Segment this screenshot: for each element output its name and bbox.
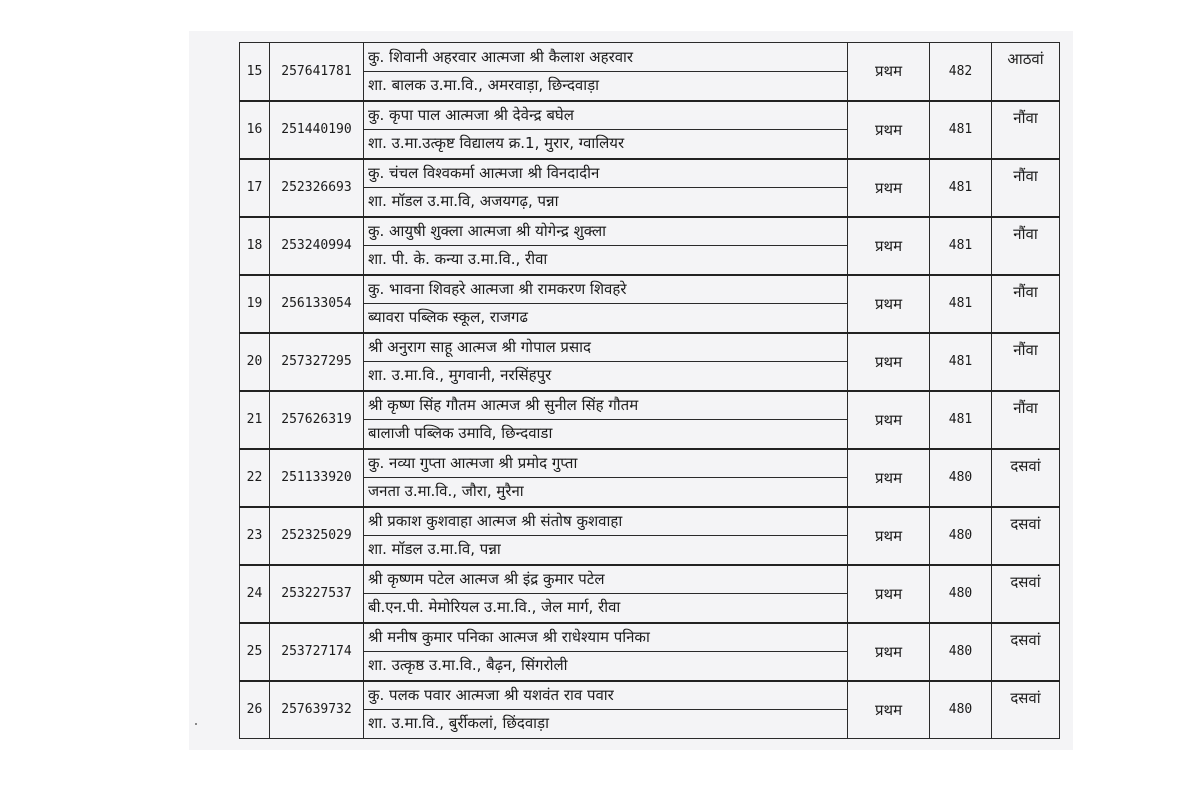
division-cell: प्रथम: [848, 565, 930, 623]
division-cell: प्रथम: [848, 507, 930, 565]
student-info-cell: [364, 43, 848, 101]
rank-cell: नौंवा: [992, 159, 1060, 217]
serial-number-cell: 23: [240, 507, 270, 565]
school-name: शा. उ.मा.उत्कृष्ट विद्यालय क्र.1, मुरार, ग्वालियर: [364, 129, 847, 157]
student-info-cell: [364, 565, 848, 623]
rank-cell: नौंवा: [992, 391, 1060, 449]
serial-number-cell: 22: [240, 449, 270, 507]
rank-cell: दसवां: [992, 623, 1060, 681]
table-row: [240, 507, 1060, 565]
division-cell: प्रथम: [848, 159, 930, 217]
student-name: श्री अनुराग साहू आत्मज श्री गोपाल प्रसाद: [368, 338, 591, 356]
school-name: बालाजी पब्लिक उमावि, छिन्दवाडा: [364, 419, 847, 447]
marks-cell: 480: [930, 449, 992, 507]
table-row: [240, 217, 1060, 275]
school-name: ब्यावरा पब्लिक स्कूल, राजगढ: [364, 303, 847, 331]
division-cell: प्रथम: [848, 449, 930, 507]
roll-number-cell: 253227537: [270, 565, 364, 623]
roll-number-cell: 253727174: [270, 623, 364, 681]
rank-cell: नौंवा: [992, 101, 1060, 159]
roll-number-cell: 252325029: [270, 507, 364, 565]
student-name: कु. आयुषी शुक्ला आत्मजा श्री योगेन्द्र शुक्ला: [368, 222, 607, 240]
student-name: श्री कृष्ण सिंह गौतम आत्मज श्री सुनील सिंह गौतम: [368, 396, 639, 414]
student-name: श्री कृष्णम पटेल आत्मज श्री इंद्र कुमार पटेल: [368, 570, 605, 588]
roll-number-cell: 257626319: [270, 391, 364, 449]
roll-number-cell: 256133054: [270, 275, 364, 333]
serial-number-cell: 26: [240, 681, 270, 739]
table-row: [240, 449, 1060, 507]
school-name: शा. बालक उ.मा.वि., अमरवाड़ा, छिन्दवाड़ा: [364, 71, 847, 99]
student-name: कु. नव्या गुप्ता आत्मजा श्री प्रमोद गुप्ता: [368, 454, 578, 472]
table-row: [240, 43, 1060, 101]
roll-number-cell: 257641781: [270, 43, 364, 101]
student-info-cell: [364, 333, 848, 391]
rank-cell: नौंवा: [992, 217, 1060, 275]
roll-number-cell: 257327295: [270, 333, 364, 391]
school-name: शा. उत्कृष्ठ उ.मा.वि., बैढ़न, सिंगरोली: [364, 651, 847, 679]
serial-number-cell: 20: [240, 333, 270, 391]
student-info-cell: [364, 159, 848, 217]
school-name: शा. पी. के. कन्या उ.मा.वि., रीवा: [364, 245, 847, 273]
serial-number-cell: 17: [240, 159, 270, 217]
division-cell: प्रथम: [848, 275, 930, 333]
division-cell: प्रथम: [848, 333, 930, 391]
scanned-document-page: [189, 31, 1073, 750]
serial-number-cell: 18: [240, 217, 270, 275]
table-row: [240, 333, 1060, 391]
table-row: [240, 681, 1060, 739]
division-cell: प्रथम: [848, 391, 930, 449]
school-name: जनता उ.मा.वि., जौरा, मुरैना: [364, 477, 847, 505]
roll-number-cell: 251440190: [270, 101, 364, 159]
student-info-cell: [364, 391, 848, 449]
rank-cell: दसवां: [992, 681, 1060, 739]
table-row: [240, 275, 1060, 333]
rank-cell: दसवां: [992, 507, 1060, 565]
marks-cell: 481: [930, 159, 992, 217]
merit-list-body: [240, 43, 1060, 739]
school-name: शा. उ.मा.वि., मुगवानी, नरसिंहपुर: [364, 361, 847, 389]
division-cell: प्रथम: [848, 43, 930, 101]
student-info-cell: [364, 449, 848, 507]
student-name: कु. भावना शिवहरे आत्मजा श्री रामकरण शिवहरे: [368, 280, 627, 298]
merit-list-table: [239, 42, 1060, 739]
rank-cell: दसवां: [992, 565, 1060, 623]
serial-number-cell: 21: [240, 391, 270, 449]
school-name: शा. मॉडल उ.मा.वि, अजयगढ़, पन्ना: [364, 187, 847, 215]
table-row: [240, 565, 1060, 623]
roll-number-cell: 257639732: [270, 681, 364, 739]
table-row: [240, 159, 1060, 217]
marks-cell: 481: [930, 217, 992, 275]
serial-number-cell: 19: [240, 275, 270, 333]
student-info-cell: [364, 275, 848, 333]
serial-number-cell: 25: [240, 623, 270, 681]
table-row: [240, 623, 1060, 681]
marks-cell: 481: [930, 101, 992, 159]
roll-number-cell: 253240994: [270, 217, 364, 275]
serial-number-cell: 16: [240, 101, 270, 159]
serial-number-cell: 15: [240, 43, 270, 101]
student-info-cell: [364, 623, 848, 681]
marks-cell: 481: [930, 275, 992, 333]
division-cell: प्रथम: [848, 101, 930, 159]
marks-cell: 480: [930, 565, 992, 623]
rank-cell: नौंवा: [992, 275, 1060, 333]
school-name: बी.एन.पी. मेमोरियल उ.मा.वि., जेल मार्ग, रीवा: [364, 593, 847, 621]
student-name: कु. शिवानी अहरवार आत्मजा श्री कैलाश अहरवार: [368, 47, 634, 66]
roll-number-cell: 251133920: [270, 449, 364, 507]
division-cell: प्रथम: [848, 217, 930, 275]
rank-cell: नौंवा: [992, 333, 1060, 391]
student-name: कु. कृपा पाल आत्मजा श्री देवेन्द्र बघेल: [368, 106, 574, 124]
student-info-cell: [364, 681, 848, 739]
school-name: शा. उ.मा.वि., बुर्रीकलां, छिंदवाड़ा: [364, 709, 847, 737]
marks-cell: 480: [930, 681, 992, 739]
marks-cell: 481: [930, 333, 992, 391]
student-info-cell: [364, 217, 848, 275]
scan-speck: [195, 723, 197, 725]
school-name: शा. मॉडल उ.मा.वि, पन्ना: [364, 535, 847, 563]
marks-cell: 480: [930, 623, 992, 681]
rank-cell: दसवां: [992, 449, 1060, 507]
roll-number-cell: 252326693: [270, 159, 364, 217]
marks-cell: 480: [930, 507, 992, 565]
student-name: श्री मनीष कुमार पनिका आत्मज श्री राधेश्याम पनिका: [368, 628, 650, 646]
student-name: कु. पलक पवार आत्मजा श्री यशवंत राव पवार: [368, 686, 614, 705]
table-row: [240, 101, 1060, 159]
marks-cell: 481: [930, 391, 992, 449]
student-info-cell: [364, 507, 848, 565]
student-name: श्री प्रकाश कुशवाहा आत्मज श्री संतोष कुशवाहा: [368, 512, 623, 530]
serial-number-cell: 24: [240, 565, 270, 623]
student-info-cell: [364, 101, 848, 159]
division-cell: प्रथम: [848, 623, 930, 681]
division-cell: प्रथम: [848, 681, 930, 739]
rank-cell: आठवां: [992, 43, 1060, 101]
table-row: [240, 391, 1060, 449]
marks-cell: 482: [930, 43, 992, 101]
student-name: कु. चंचल विश्वकर्मा आत्मजा श्री विनदादीन: [368, 164, 600, 182]
